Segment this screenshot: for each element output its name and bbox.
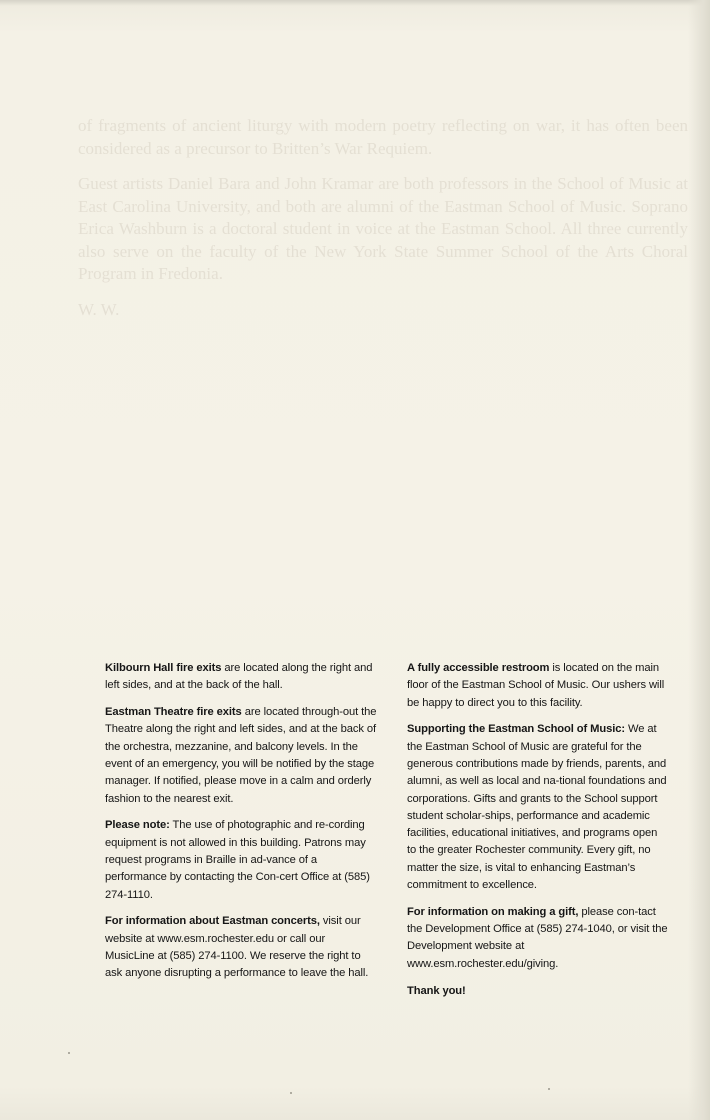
bleed-paragraph: Guest artists Daniel Bara and John Kramar are both professors in the School of Music at East Carolina University, and both are alumni of the Eastman School of Music. Soprano Erica Washburn is a doctoral student in voice at the Eastman School. All three currently also serve on the faculty of the New York State Summer School of the Arts Choral Program in Fredonia. xyxy=(78,174,688,283)
notice-heading: Please note: xyxy=(105,819,170,832)
left-notice-column xyxy=(105,660,377,992)
paper-speck xyxy=(290,1092,292,1094)
page-top-edge xyxy=(0,0,710,6)
notice-heading: For information about Eastman concerts, xyxy=(105,915,320,928)
paper-speck xyxy=(548,1088,550,1090)
notice-body: We at the Eastman School of Music are grateful for the generous contributions made by friends, parents, and alumni, as well as local and na-tional foundations and corporations. Gifts and grants to the School support student scholar-ships, performance and academic facilities, educational initiatives, and programs open to the greater Rochester community. Every gift, no matter the size, is vital to enhancing Eastman’s commitment to excellence. xyxy=(407,723,667,892)
notice-heading: Eastman Theatre fire exits xyxy=(105,706,242,719)
notice-body: is located on the main floor of the Eastman School of Music. Our ushers will be happy to direct you to this facility. xyxy=(407,662,665,709)
bleed-through-text xyxy=(78,115,688,334)
notice-please-note xyxy=(105,817,377,903)
notice-heading: For information on making a gift, xyxy=(407,905,579,918)
page-right-edge xyxy=(688,0,710,1120)
notice-heading: Supporting the Eastman School of Music: xyxy=(407,723,625,736)
notice-body: visit our website at www.esm.rochester.edu or call our MusicLine at (585) 274-1100. We reserve the right to ask anyone disrupting a performance to leave the hall. xyxy=(105,915,369,980)
notice-thank-you xyxy=(407,983,669,1000)
paper-speck xyxy=(68,1052,70,1054)
bleed-paragraph: of fragments of ancient liturgy with modern poetry reflecting on war, it has often been considered as a precursor to Britten’s War Requiem. xyxy=(78,116,688,158)
bleed-paragraph: W. W. xyxy=(78,299,120,319)
notice-supporting-eastman xyxy=(407,721,669,894)
notice-heading: Thank you! xyxy=(407,984,466,997)
notice-body: are located through-out the Theatre along the right and left sides, and at the back of the orchestra, mezzanine, and balcony levels. In the event of an emergency, you will be notified by the stage manager. If notified, please move in a calm and orderly fashion to the nearest exit. xyxy=(105,706,377,805)
notice-accessible-restroom xyxy=(407,660,669,712)
right-notice-column xyxy=(407,660,669,1009)
notice-making-a-gift xyxy=(407,904,669,973)
notice-body: are located along the right and left sides, and at the back of the hall. xyxy=(105,662,373,692)
notice-body: The use of photographic and re-cording equipment is not allowed in this building. Patrons may request programs in Braille in ad-vance of a performance by contacting the Con-cert Office at (585) 274-1110. xyxy=(105,819,370,901)
notice-theatre-fire-exits xyxy=(105,704,377,808)
notice-body: please con-tact the Development Office at (585) 274-1040, or visit the Development website at www.esm.rochester.edu/giving. xyxy=(407,905,668,970)
notice-concert-info xyxy=(105,913,377,982)
notice-kilbourn-fire-exits xyxy=(105,660,377,695)
notice-heading: Kilbourn Hall fire exits xyxy=(105,662,222,674)
notice-heading: A fully accessible restroom xyxy=(407,662,550,674)
